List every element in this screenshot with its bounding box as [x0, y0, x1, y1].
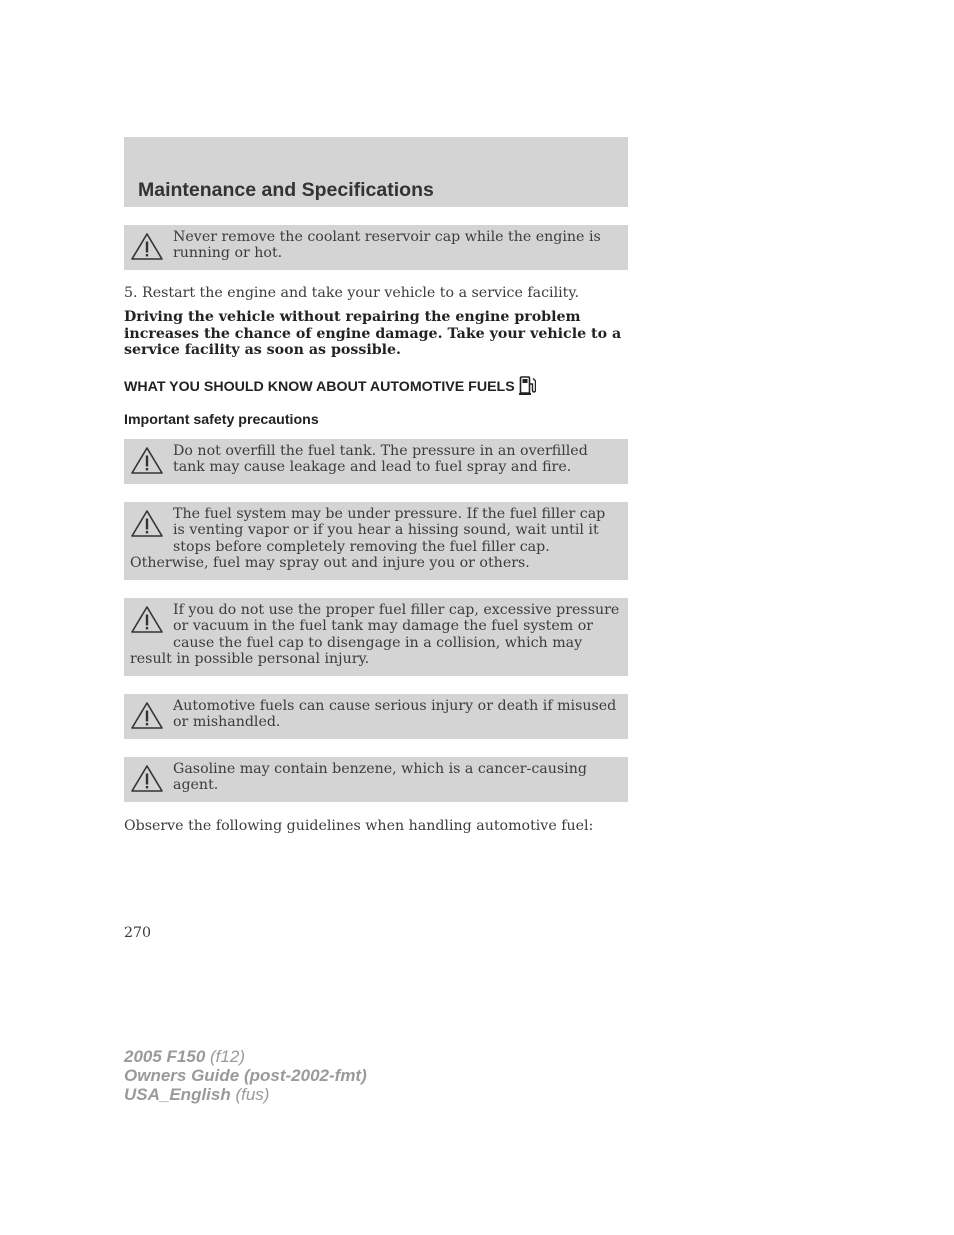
warning-text: Never remove the coolant reservoir cap while the engine is running or hot.	[173, 229, 601, 262]
footer-model: 2005 F150	[124, 1047, 206, 1066]
page-title: Maintenance and Specifications	[138, 179, 434, 201]
warning-text: Do not overfill the fuel tank. The pressure in an overfilled tank may cause leakage and lead to fuel spray and fire.	[173, 443, 588, 476]
warning-triangle-icon	[130, 446, 164, 476]
warning-text: Automotive fuels can cause serious injury or death if misused or mishandled.	[173, 698, 617, 731]
bold-note: Driving the vehicle without repairing the engine problem increases the chance of engine damage. Take your vehicle to a service facility as soon as possible.	[124, 309, 622, 358]
warning-box	[124, 694, 628, 739]
section-heading-text: WHAT YOU SHOULD KNOW ABOUT AUTOMOTIVE FUELS	[124, 379, 515, 395]
warning-triangle-icon	[130, 509, 164, 539]
footer-guide: Owners Guide (post-2002-fmt)	[124, 1066, 367, 1085]
warning-triangle-icon	[130, 605, 164, 635]
warning-text: The fuel system may be under pressure. If the fuel filler cap is venting vapor or if you hear a hissing sound, wait until it stops before completely removing the fuel filler cap. Otherwise, fuel may spray out and injure you or others.	[130, 506, 606, 571]
warning-box	[124, 502, 628, 580]
warning-triangle-icon	[130, 701, 164, 731]
section-heading	[124, 375, 536, 395]
fuel-pump-icon	[519, 375, 536, 395]
footer-model-code: (f12)	[205, 1047, 245, 1066]
footer-language: USA_English	[124, 1085, 231, 1104]
document-footer	[124, 1047, 367, 1104]
warning-box	[124, 225, 628, 270]
warning-box	[124, 757, 628, 802]
warning-box	[124, 439, 628, 484]
guidelines-intro: Observe the following guidelines when handling automotive fuel:	[124, 818, 594, 834]
warning-triangle-icon	[130, 232, 164, 262]
warning-text: Gasoline may contain benzene, which is a cancer-causing agent.	[173, 761, 587, 794]
subheading: Important safety precautions	[124, 412, 319, 428]
page-number: 270	[124, 925, 152, 941]
footer-language-code: (fus)	[230, 1085, 270, 1104]
warning-box	[124, 598, 628, 676]
section-header-band	[124, 137, 628, 207]
warning-triangle-icon	[130, 764, 164, 794]
warning-text: If you do not use the proper fuel filler cap, excessive pressure or vacuum in the fuel tank may damage the fuel system or cause the fuel cap to disengage in a collision, which may result in possible personal injury.	[130, 602, 620, 667]
step-5: 5. Restart the engine and take your vehicle to a service facility.	[124, 285, 580, 301]
